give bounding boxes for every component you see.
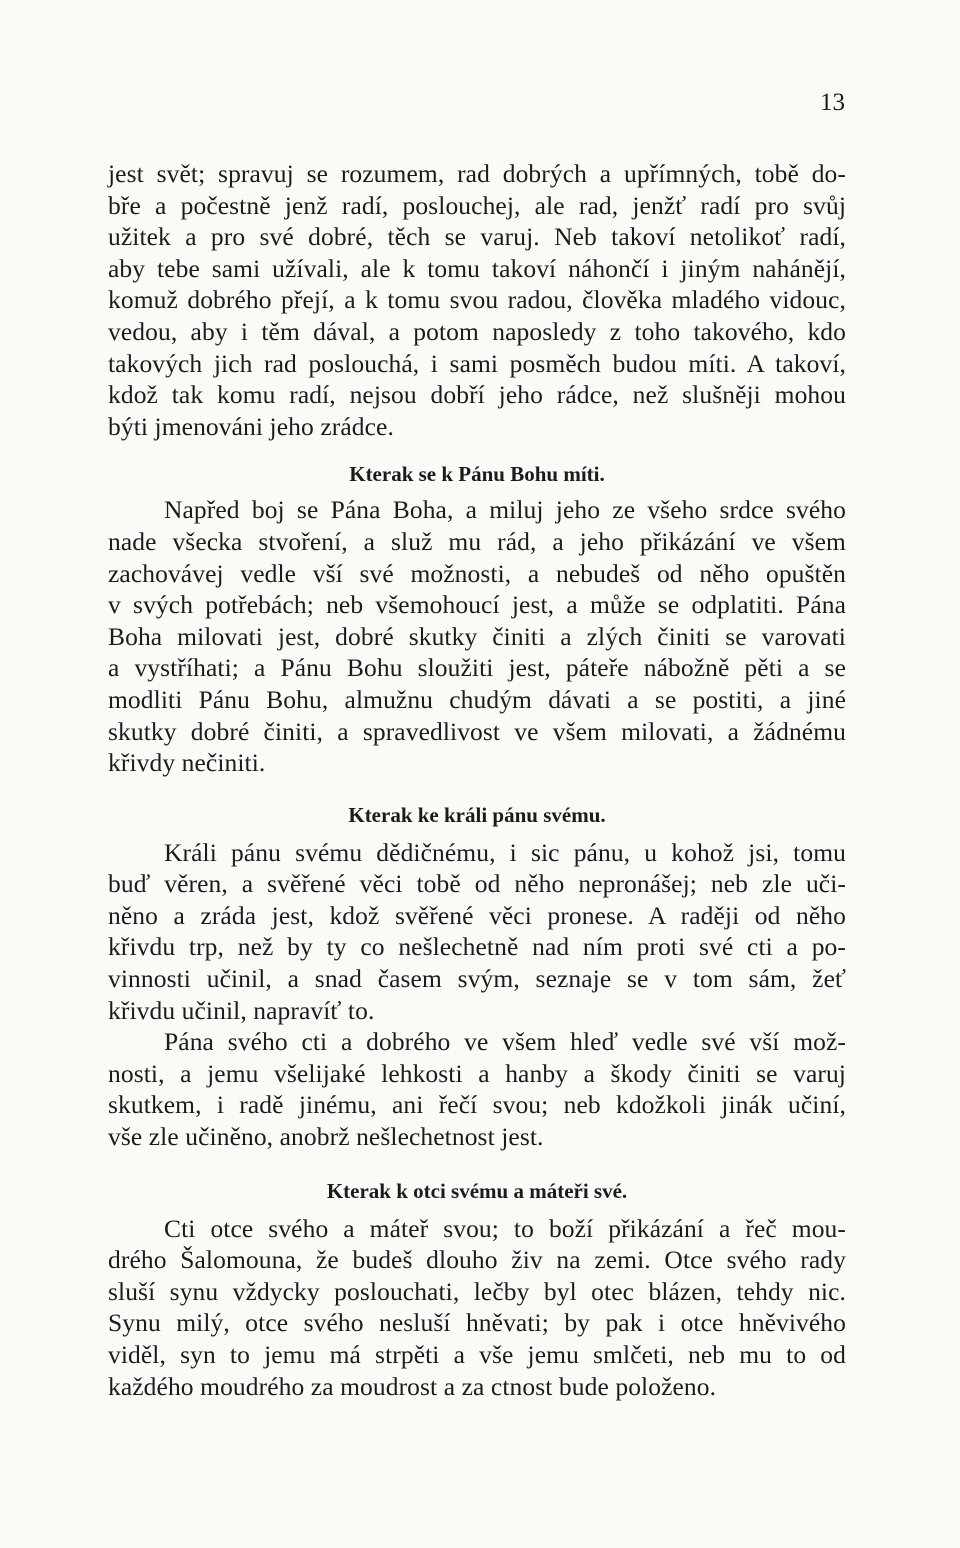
- text-line: bře a počestně jenž radí, poslouchej, ale rad, jenžť radí pro svůj: [108, 190, 846, 220]
- text-line: komuž dobrého přejí, a k tomu svou radou, člověka mladého vidouc,: [108, 285, 846, 315]
- text-line: a vystříhati; a Pánu Bohu sloužiti jest, páteře nábožně pěti a se: [108, 653, 846, 683]
- text-line: něno a zráda jest, kdož svěřené věci pronese. A raději od něho: [108, 900, 846, 930]
- text-line: vinnosti učinil, a snad časem svým, seznaje se v tom sám, žeť: [108, 964, 846, 994]
- text-line: křivdy nečiniti.: [108, 748, 266, 778]
- text-line: kdož tak komu radí, nejsou dobří jeho rádce, než slušněji mohou: [108, 380, 846, 410]
- text-line: vedou, aby i těm dával, a potom naposledy z toho takového, kdo: [108, 316, 846, 346]
- text-block: [108, 158, 846, 1402]
- section-heading: Kterak se k Pánu Bohu míti.: [349, 462, 605, 487]
- paragraph: [108, 837, 846, 1027]
- section-heading: Kterak ke králi pánu svému.: [348, 802, 606, 827]
- text-line: viděl, syn to jemu má strpěti a vše jemu smlčeti, neb mu to od: [108, 1340, 846, 1369]
- text-line: Boha milovati jest, dobré skutky činiti a zlých činiti se varovati: [108, 621, 846, 651]
- text-line: v svých potřebách; neb všemohoucí jest, a může se odplatiti. Pána: [108, 590, 846, 620]
- text-line: skutkem, i radě jinému, ani řečí svou; neb kdožkoli jinák učiní,: [108, 1090, 846, 1120]
- text-line: drého Šalomouna, že budeš dlouho živ na zemi. Otce svého rady: [108, 1245, 846, 1275]
- text-line: užitek a pro své dobré, těch se varuj. Neb takoví netolikoť radí,: [108, 222, 846, 252]
- text-line: aby tebe sami užívali, ale k tomu takoví náhončí i jiným nahánějí,: [108, 253, 846, 283]
- text-line: Pána svého cti a dobrého ve všem hleď vedle své vší mož-: [164, 1027, 846, 1057]
- text-line: zachovávej vedle vší své možnosti, a nebudeš od něho opuštěn: [108, 558, 846, 588]
- text-line: Králi pánu svému dědičnému, i sic pánu, u kohož jsi, tomu: [164, 837, 846, 867]
- paragraph: [108, 494, 846, 778]
- text-line: Napřed boj se Pána Boha, a miluj jeho ze všeho srdce svého: [164, 495, 846, 525]
- text-line: jest svět; spravuj se rozumem, rad dobrých a upřímných, tobě do-: [108, 159, 846, 188]
- text-line: buď věren, a svěřené věci tobě od něho nepronášej; neb zle uči-: [108, 869, 846, 899]
- text-line: nosti, a jemu všelijaké lehkosti a hanby a škody činiti se varuj: [108, 1058, 846, 1088]
- text-line: křivdu učinil, napravíť to.: [108, 995, 375, 1025]
- text-line: křivdu trp, než by ty co nešlechetně nad ním proti své cti a po-: [108, 932, 846, 962]
- text-line: vše zle učiněno, anobrž nešlechetnost jest.: [108, 1122, 544, 1152]
- text-line: takových jich rad poslouchá, i sami posměch budou míti. A takoví,: [108, 348, 846, 378]
- text-line: každého moudrého za moudrost a za ctnost bude položeno.: [108, 1371, 717, 1401]
- text-line: sluší synu vždycky poslouchati, lečby byl otec blázen, tehdy nic.: [108, 1276, 846, 1306]
- text-line: býti jmenováni jeho zrádce.: [108, 411, 394, 441]
- text-line: nade všecka stvoření, a služ mu rád, a jeho přikázání ve všem: [108, 526, 846, 556]
- text-line: skutky dobré činiti, a spravedlivost ve všem milovati, a žádnému: [108, 716, 846, 746]
- paragraph: [108, 1026, 846, 1152]
- text-line: Cti otce svého a máteř svou; to boží přikázání a řeč mou-: [164, 1213, 846, 1243]
- page-number: 13: [820, 89, 845, 116]
- paragraph: [108, 158, 846, 442]
- section-heading: Kterak k otci svému a máteři své.: [326, 1178, 628, 1203]
- text-line: modliti Pánu Bohu, almužnu chudým dávati a se postiti, a jiné: [108, 684, 846, 714]
- paragraph: [108, 1213, 846, 1403]
- text-line: Synu milý, otce svého nesluší hněvati; by pak i otce hněvivého: [108, 1308, 846, 1338]
